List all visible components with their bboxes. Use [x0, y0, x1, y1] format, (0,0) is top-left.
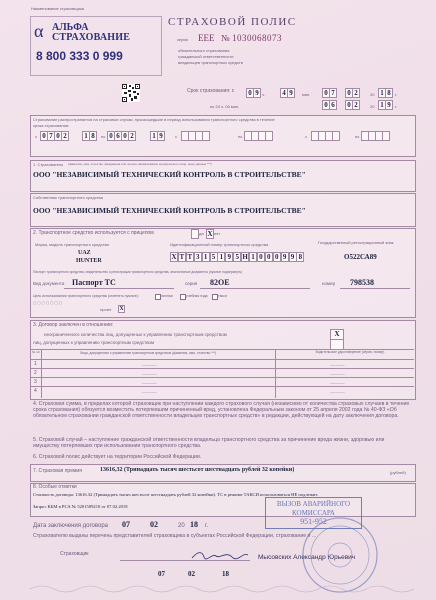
period2-to-label: по	[238, 134, 243, 139]
vin-cell: 1	[249, 252, 257, 262]
empty-period-cell	[382, 131, 390, 141]
driver-name-empty: -----------	[142, 362, 157, 367]
empty-period-cell	[265, 131, 273, 141]
clause-5-text: 5. Страховой случай – наступление гражданской ответственности владельца транспортного средства за причинение вреда жизни, здоровью или имуществу потерпевших при использовании транспортного средства.	[33, 437, 385, 449]
trailer-label: 2. Транспортное средство используется с прицепом	[33, 230, 154, 236]
vin-cell: 0	[257, 252, 265, 262]
driver-license-empty: -----------	[330, 371, 345, 376]
signature-icon	[190, 548, 250, 560]
driver-license-empty: -----------	[330, 362, 345, 367]
qr-code-icon	[122, 84, 140, 102]
vin-cell: 3	[194, 252, 202, 262]
doc-number-value: 798538	[350, 278, 374, 287]
contract-year-prefix: 20	[178, 523, 185, 529]
start-month-cell: 2	[352, 88, 360, 98]
logo-text-line1: АЛЬФА	[52, 22, 89, 33]
driver-row-number: 4	[34, 388, 37, 394]
driver-row-number: 2	[34, 370, 37, 376]
driver-name-empty: -----------	[142, 371, 157, 376]
period1-to-year-cell: 9	[157, 131, 165, 141]
start-minute-cell: 4	[280, 88, 288, 98]
series-label: серия	[177, 37, 188, 42]
driver-name-empty: -----------	[142, 389, 157, 394]
plate-label: Государственный регистрационный знак	[318, 240, 394, 245]
driver-row-divider	[30, 368, 414, 369]
owner-value: ООО "НЕЗАВИСИМЫЙ ТЕХНИЧЕСКИЙ КОНТРОЛЬ В СТРОИТЕЛЬСТВЕ"	[33, 206, 306, 215]
start-day-cell: 7	[329, 88, 337, 98]
insurer-signature-label: Страховщик	[60, 551, 89, 557]
subtitle-line2: гражданской ответственности	[178, 54, 234, 59]
purpose-taxi-label: такси	[218, 294, 227, 298]
period3-from-label: с	[305, 134, 307, 139]
period1-to-year-cell: 1	[150, 131, 158, 141]
subtitle-line3: владельцев транспортных средств	[178, 60, 243, 65]
period1-to-cell: 0	[121, 131, 129, 141]
vin-label: Идентификационный номер транспортного средства	[170, 242, 269, 247]
periods-text-line2: срока страхования:	[33, 123, 70, 128]
trailer-yes-label: да	[199, 231, 204, 236]
period1-from-cell: 0	[54, 131, 62, 141]
vin-cell: T	[179, 253, 185, 261]
vin-cell: 1	[217, 252, 225, 262]
trailer-yes-checkbox[interactable]	[191, 229, 199, 239]
start-g-label: г.	[395, 92, 398, 97]
purpose-personal-label: личная	[161, 294, 173, 298]
vin-cell: 9	[281, 252, 289, 262]
end-day-cell: 0	[322, 100, 330, 110]
start-year-cell: 8	[385, 88, 393, 98]
end-year-cell: 9	[385, 100, 393, 110]
notice-text: Страхователю выданы перечень представителей страховщика в субъектах Российской Федерации, страхование и ...	[33, 533, 317, 539]
driver-row-divider	[30, 377, 414, 378]
end-year-prefix: 20	[370, 104, 375, 109]
vin-cell: H	[242, 253, 248, 261]
vin-cell: 1	[202, 252, 210, 262]
special-marks-label: 8. Особые отметки	[33, 484, 77, 490]
owner-label: Собственник транспортного средства	[33, 195, 103, 200]
end-month-cell: 2	[352, 100, 360, 110]
make-value-line1: UAZ	[78, 250, 91, 256]
bottom-date-year: 18	[222, 570, 229, 578]
purpose-other-checkbox[interactable]: X	[119, 306, 124, 312]
end-g-label: г.	[395, 104, 398, 109]
insured-value: ООО "НЕЗАВИСИМЫЙ ТЕХНИЧЕСКИЙ КОНТРОЛЬ В СТРОИТЕЛЬСТВЕ"	[33, 170, 306, 179]
term-end-label: по 24 ч. 00 мин.	[210, 104, 240, 109]
purpose-options-line2: ▢ ▢ ▢ ▢ ▢ ▢ ▢	[33, 301, 62, 305]
periods-text-line1: Страхование распространяется на страховые случаи, произошедшие в период использования транспортного средства в течение	[33, 117, 275, 122]
empty-period-cell	[202, 131, 210, 141]
period1-from-label: с	[35, 134, 37, 139]
bottom-date-day: 07	[158, 570, 165, 578]
drivers-section-label: 3. Договор заключен в отношении:	[33, 322, 114, 328]
period1-from-year-cell: 8	[89, 131, 97, 141]
driver-license-empty: -----------	[330, 380, 345, 385]
driver-row-number: 3	[34, 379, 37, 385]
signer-name: Мысовских Александр Юрьевич	[258, 554, 356, 561]
bottom-ornament	[30, 582, 414, 594]
drivers-col-no: № п/п	[32, 350, 41, 354]
minute-label: мин.	[302, 92, 311, 97]
clause-4-text: 4. Страховая сумма, в пределах которой страховщик при наступлении каждого страхового случая (независимо от количества страховых случаев в течение срока страхования) обязуется возместить потерпевшим причиненный вред, установлена Федеральным законом от 25 апреля 2002 года № 40-ФЗ «Об обязательном страховании гражданской ответственности владельцев транспортных средств» в редакции, действующей на дату заключения договора.	[33, 401, 410, 419]
svg-text:α: α	[34, 22, 44, 40]
series-value: ЕЕЕ	[198, 33, 215, 43]
driver-row-divider	[30, 386, 414, 387]
period2-from-label: с	[175, 134, 177, 139]
drivers-col-license: Водительское удостоверение (серия, номер)	[315, 350, 385, 354]
make-label: Марка, модель транспортного средства	[35, 242, 109, 247]
drivers-limited-label: лиц, допущенных к управлению транспортным средством	[33, 340, 155, 345]
period1-from-cell: 2	[61, 131, 69, 141]
insured-hint: (фамилия, имя, отчество гражданина или полное наименование юридического лица, иные данные ***)	[68, 162, 212, 166]
doc-series-label: серия	[185, 281, 198, 286]
start-day-cell: 0	[322, 88, 330, 98]
start-month-cell: 0	[345, 88, 353, 98]
drivers-col-name: Лица, допущенные к управлению транспортным средством (фамилия, имя, отчество ***)	[80, 351, 217, 355]
policy-number: 1030068073	[232, 33, 282, 43]
insurer-phone: 8 800 333 0 999	[36, 49, 123, 63]
doc-series-value: 82ОЕ	[210, 278, 230, 287]
premium-label: 7. Страховая премия	[33, 468, 82, 474]
period1-to-cell: 6	[114, 131, 122, 141]
period1-from-year-cell: 1	[82, 131, 90, 141]
contract-date-day: 07	[122, 520, 130, 529]
start-hour-cell: 9	[253, 88, 261, 98]
vin-cell: 5	[233, 252, 241, 262]
contract-date-year: 18	[190, 520, 198, 529]
doc-type-label: Вид документа	[33, 281, 65, 286]
end-day-cell: 6	[329, 100, 337, 110]
period3-to-label: по	[355, 134, 360, 139]
insurer-name-label: Наименование страховщика	[31, 6, 85, 11]
period1-from-cell: 0	[40, 131, 48, 141]
vin-cell: T	[187, 253, 193, 261]
stamp-line2: КОМИССАРА	[292, 509, 335, 517]
subtitle-line1: обязательного страхования	[178, 48, 230, 53]
premium-unit: (рублей)	[390, 470, 406, 475]
contract-date-label: Дата заключения договора	[33, 523, 109, 529]
start-year-prefix: 20	[370, 92, 375, 97]
insured-label: 1. Страхователь	[33, 162, 64, 167]
trailer-no-checkbox[interactable]: X	[207, 230, 213, 238]
vin-cell: 5	[210, 252, 218, 262]
period1-from-cell: 7	[47, 131, 55, 141]
number-sign: №	[221, 33, 230, 43]
driver-row-number: 1	[34, 361, 37, 367]
make-value-line2: HUNTER	[76, 258, 102, 264]
purpose-other-label: прочее	[100, 308, 112, 312]
doc-type-value: Паспорт ТС	[72, 278, 116, 287]
purpose-label: Цель использования транспортного средства (отметить нужное):	[33, 294, 139, 298]
policy-title: СТРАХОВОЙ ПОЛИС	[168, 16, 297, 28]
period1-to-cell: 0	[107, 131, 115, 141]
period1-to-cell: 2	[128, 131, 136, 141]
period1-to-label: по	[101, 134, 106, 139]
plate-value: О522СА89	[344, 253, 377, 261]
start-year-cell: 1	[378, 88, 386, 98]
stamp-line3: 951-952	[300, 517, 327, 526]
bottom-date-month: 02	[188, 570, 195, 578]
vin-cell: 9	[289, 252, 297, 262]
end-month-cell: 0	[345, 100, 353, 110]
doc-number-label: номер	[322, 281, 336, 286]
premium-value: 13616,32 (Тринадцать тысяч шестьсот шестнадцать рублей 32 копейки)	[100, 467, 295, 473]
special-marks-line1: Стоимость договора: 13616.32 (Тринадцать тысяч шестьсот шестнадцать рублей 32 копейки). ТС в режиме ТАКСИ использоваться НЕ подлежит.	[33, 492, 319, 497]
special-marks-line2: Запрос КБМ в РСА № 5201509210 от 07.02.2018	[33, 504, 128, 509]
trailer-no-label: нет	[214, 231, 221, 236]
driver-name-empty: -----------	[142, 380, 157, 385]
start-hour-cell: 0	[246, 88, 254, 98]
clause-6-text: 6. Страховой полис действует на территории Российской Федерации.	[33, 454, 202, 460]
start-minute-cell: 9	[287, 88, 295, 98]
hour-label: ч.	[262, 92, 266, 97]
driver-row-divider	[30, 359, 414, 360]
empty-period-cell	[332, 131, 340, 141]
vin-cell: X	[171, 253, 177, 261]
alfa-logo-icon	[33, 22, 51, 40]
vin-cell: 0	[265, 252, 273, 262]
drivers-unlimited-checkbox[interactable]: X	[330, 329, 344, 340]
logo-text-line2: СТРАХОВАНИЕ	[52, 32, 131, 43]
purpose-study-label: учебная езда	[186, 294, 208, 298]
vin-cell: 9	[225, 252, 233, 262]
doc-label: Паспорт транспортного средства, свидетельство о регистрации транспортного средства, аналогичные документы (нужное подчеркнуть)	[33, 270, 243, 274]
end-year-cell: 1	[378, 100, 386, 110]
contract-g-label: г.	[205, 523, 209, 529]
vin-cell: 8	[296, 252, 304, 262]
stamp-line1: ВЫЗОВ АВАРИЙНОГО	[276, 500, 351, 508]
drivers-unlimited-label: неограниченного количества лиц, допущенных к управлению транспортным средством	[44, 332, 227, 337]
driver-license-empty: -----------	[330, 389, 345, 394]
contract-date-month: 02	[150, 520, 158, 529]
vin-cell: 0	[273, 252, 281, 262]
term-label: Срок страхования: с	[187, 88, 235, 94]
